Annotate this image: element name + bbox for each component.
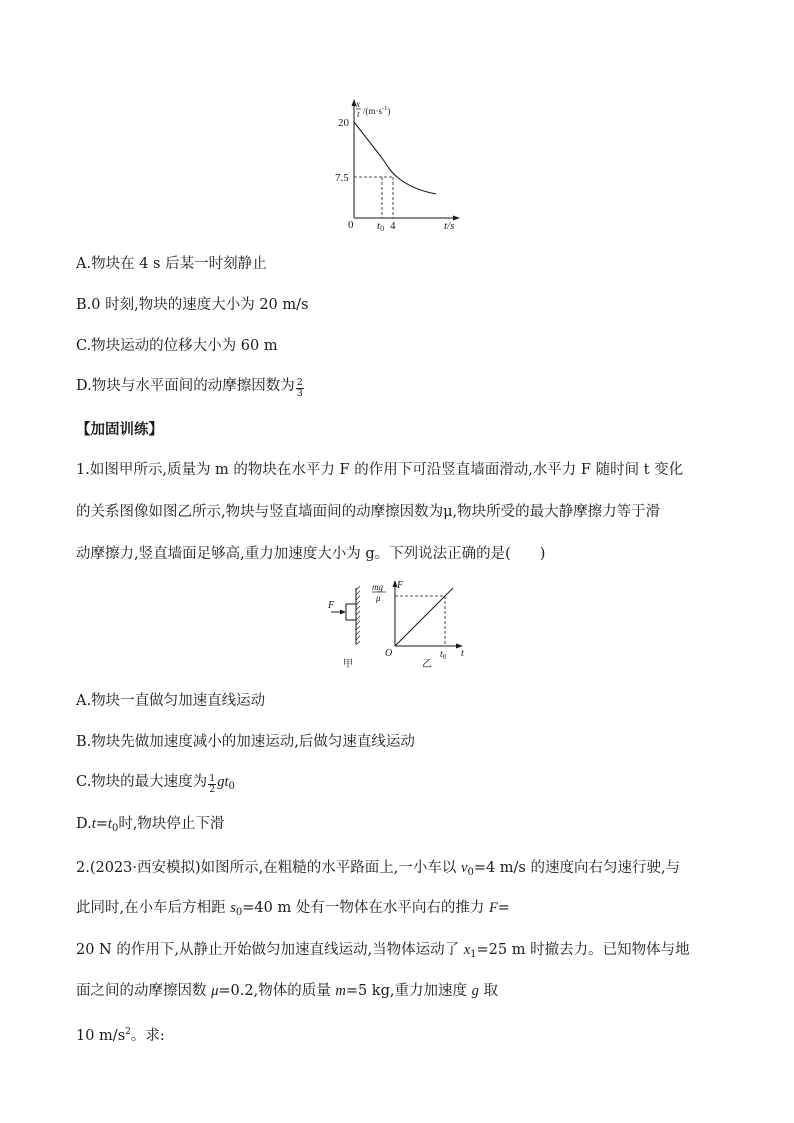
q2-line1-b: =4 m/s 的速度向右匀速行驶,与 — [473, 860, 681, 876]
fig-jia-F: F — [328, 600, 335, 611]
q1-option-c-sub: 0 — [228, 781, 235, 792]
q1-option-d-t0: t — [107, 816, 112, 832]
fig-yi-t0: $t_0$ — [440, 649, 447, 661]
q2-v-sub: 0 — [467, 867, 474, 878]
q2-line1 — [76, 858, 680, 883]
origin-label: 0 — [348, 219, 354, 231]
q1-line1: 1.如图甲所示,质量为 m 的物块在水平力 F 的作用下可沿竖直墙面滑动,水平力 F 随时间 t 变化 — [76, 462, 684, 478]
q2-line1-a: 2.(2023·西安模拟)如图所示,在粗糙的水平路面上,一小车以 — [76, 860, 461, 876]
prev-option-b: B.0 时刻,物块的速度大小为 20 m/s — [76, 297, 309, 313]
q2-line4 — [76, 981, 498, 1001]
section-title: 【加固训练】 — [76, 422, 163, 438]
fig-yi-t: t — [461, 648, 464, 659]
q2-line4-b: =0.2,物体的质量 — [218, 983, 336, 999]
q2-F: F — [488, 900, 498, 916]
fraction-two-thirds: $\frac{2}{3}$ — [296, 377, 303, 399]
q2-line5-b: 。求: — [130, 1028, 165, 1044]
q1-option-d-t: t — [91, 816, 96, 832]
y-label-num: x — [356, 99, 360, 109]
q2-line5-a: 10 m/s — [76, 1028, 126, 1044]
q2-g: g — [471, 983, 479, 999]
q2-x-sub: 1 — [470, 949, 477, 960]
q1-option-b: B.物块先做加速度减小的加速运动,后做匀速直线运动 — [76, 734, 415, 750]
force-arrow-head — [340, 610, 346, 615]
y-label-den: t — [357, 109, 360, 119]
q1-figure — [325, 578, 485, 670]
q2-mu: μ — [211, 983, 219, 999]
prev-option-d-text: D.物块与水平面间的动摩擦因数为 — [76, 378, 295, 394]
fig-yi-F: F — [397, 580, 404, 591]
q2-v: v — [461, 860, 468, 876]
q2-line2 — [76, 898, 510, 923]
q2-line3-a: 20 N 的作用下,从静止开始做匀加速直线运动,当物体运动了 — [76, 942, 464, 958]
prev-option-d — [76, 376, 305, 399]
q1-line3: 动摩擦力,竖直墙面足够高,重力加速度大小为 g。下列说法正确的是( ) — [76, 546, 546, 562]
tick-label-7-5: 7.5 — [335, 172, 349, 184]
q1-option-d-tail: 时,物块停止下滑 — [118, 816, 225, 832]
t0-label: t0 — [377, 220, 385, 233]
q2-m: m — [335, 983, 346, 999]
q2-line3-b: =25 m 时撤去力。已知物体与地 — [476, 942, 690, 958]
fig-yi-line — [395, 588, 453, 646]
velocity-time-graph — [330, 95, 470, 235]
q2-x: x — [463, 942, 471, 958]
q1-option-d-prefix: D. — [76, 816, 92, 832]
fig-yi-label: 乙 — [422, 659, 432, 670]
prev-option-c: C.物块运动的位移大小为 60 m — [76, 338, 278, 354]
wall-hatching — [356, 586, 360, 645]
q1-line2: 的关系图像如图乙所示,物块与竖直墙面间的动摩擦因数为μ,物块所受的最大静摩擦力等于滑 — [76, 504, 661, 520]
tick-label-4: 4 — [390, 220, 396, 232]
q1-option-c-gt: gt — [217, 774, 229, 790]
q1-option-d — [76, 814, 224, 839]
y-label-unit: $/(m\cdot s^{-1})$ — [363, 105, 391, 116]
q1-option-d-eq: = — [95, 816, 108, 832]
q2-s-sub: 0 — [235, 907, 243, 918]
fraction-one-half: $\frac{1}{2}$ — [209, 773, 216, 795]
q2-s: s — [230, 900, 236, 916]
q2-line5-exp: 2 — [125, 1027, 131, 1037]
q2-line4-c: =5 kg,重力加速度 — [345, 983, 472, 999]
graph-curve — [354, 122, 436, 194]
tick-label-20: 20 — [338, 117, 349, 129]
q2-line4-d: 取 — [478, 983, 498, 999]
q1-option-c — [76, 772, 235, 797]
fig-yi-mg: mg — [372, 582, 383, 592]
q1-option-c-text: C.物块的最大速度为 — [76, 774, 208, 790]
fig-yi-O: O — [385, 648, 393, 659]
q1-option-d-sub: 0 — [111, 823, 119, 834]
q2-line5 — [76, 1022, 165, 1046]
q2-line3 — [76, 940, 690, 965]
q2-line2-b: =40 m 处有一物体在水平向右的推力 — [242, 900, 489, 916]
q2-line2-c: = — [497, 900, 510, 916]
q2-line4-a: 面之间的动摩擦因数 — [76, 983, 212, 999]
q2-line2-a: 此同时,在小车后方相距 — [76, 900, 231, 916]
fig-jia-label: 甲 — [343, 659, 353, 670]
q1-option-a: A.物块一直做匀加速直线运动 — [76, 693, 266, 709]
block — [346, 604, 356, 620]
prev-option-a: A.物块在 4 s 后某一时刻静止 — [76, 256, 267, 272]
fig-yi-mu: μ — [376, 593, 381, 603]
x-axis-label: t/s — [444, 220, 455, 232]
